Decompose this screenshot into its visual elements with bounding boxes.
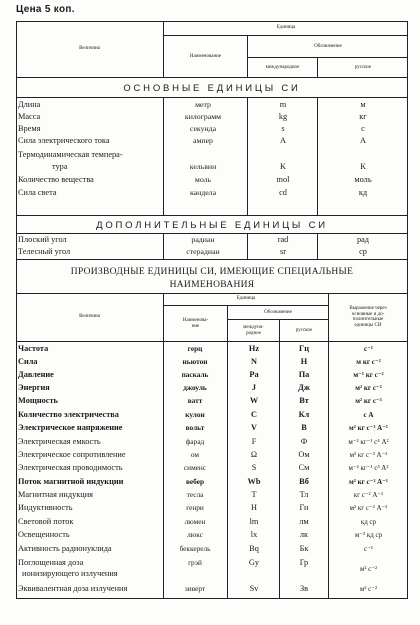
- unit-name: стерадиан: [186, 247, 220, 256]
- supplementary-row: [16, 246, 408, 258]
- base-row: [16, 135, 408, 147]
- derived-header-designation: Обозначение: [264, 309, 292, 315]
- rus-symbol: моль: [354, 175, 372, 184]
- header-quantity: Величина: [79, 46, 100, 52]
- rus-symbol: Ом: [298, 450, 310, 459]
- quantity-name: Телесный угол: [18, 247, 71, 256]
- unit-name: кандела: [189, 188, 217, 197]
- si-expression: м² с⁻²: [359, 565, 378, 573]
- rus-symbol: Па: [298, 370, 310, 379]
- quantity-name: Индуктивность: [18, 503, 73, 512]
- quantity-name: Световой поток: [18, 517, 74, 526]
- derived-row: [16, 422, 408, 434]
- quantity-name: ионизирующего излучения: [22, 569, 118, 578]
- quantity-name: Поглощенная доза: [18, 558, 84, 567]
- si-expression: м² кг с⁻² А⁻¹: [348, 478, 389, 486]
- int-symbol: Hz: [248, 344, 260, 353]
- derived-row: [16, 516, 408, 528]
- derived-row: [16, 356, 408, 368]
- int-symbol: J: [251, 383, 257, 392]
- quantity-name: Электрическое сопротивление: [18, 450, 126, 459]
- int-symbol: kg: [278, 112, 288, 121]
- derived-row: [16, 543, 408, 555]
- quantity-name: Поток магнитной индукции: [18, 477, 124, 486]
- derived-row: [16, 502, 408, 514]
- rus-symbol: Ф: [300, 437, 308, 446]
- derived-row: [16, 343, 408, 355]
- derived-row: [16, 476, 408, 488]
- unit-name: беккерель: [179, 544, 211, 553]
- quantity-name: Мощность: [18, 396, 58, 405]
- header-expr-line2: основные и до-: [351, 311, 385, 317]
- quantity-name: Сила света: [18, 188, 57, 197]
- header-name-line2: ние: [191, 323, 200, 329]
- si-expression: м⁻² кг⁻¹ с⁴ А²: [348, 438, 389, 446]
- derived-row: [16, 382, 408, 394]
- rus-symbol: А: [360, 136, 366, 145]
- quantity-name: Магнитная индукция: [18, 490, 93, 499]
- unit-name: джоуль: [183, 383, 207, 392]
- header-russian: русское: [354, 64, 372, 70]
- derived-row: [16, 449, 408, 461]
- derived-row: [16, 436, 408, 448]
- si-expression: м⁻² кд ср: [354, 531, 383, 539]
- int-symbol: F: [251, 437, 257, 446]
- quantity-name: Электрическое напряжение: [18, 423, 123, 432]
- unit-name: сименс: [183, 463, 207, 472]
- rus-symbol: См: [298, 463, 310, 472]
- si-expression: м² кг с⁻²: [355, 384, 382, 392]
- rus-symbol: Дж: [298, 383, 310, 392]
- header-name: Наименование: [189, 53, 222, 59]
- derived-row: [16, 568, 408, 580]
- quantity-name: Электрическая емкость: [18, 437, 101, 446]
- header-designation: Обозначение: [314, 43, 342, 49]
- derived-header-name: [164, 306, 227, 341]
- int-symbol: Gy: [248, 558, 260, 567]
- rus-symbol: ср: [359, 247, 367, 256]
- header-name-line1: Наименова-: [182, 318, 209, 323]
- rus-symbol: рад: [356, 235, 370, 244]
- unit-name: ньютон: [182, 357, 208, 366]
- int-symbol: Pa: [249, 370, 259, 379]
- derived-row: [16, 583, 408, 595]
- unit-name: люкс: [187, 530, 203, 539]
- unit-name: секунда: [189, 124, 217, 133]
- unit-name: радиан: [191, 235, 215, 244]
- int-symbol: K: [280, 162, 286, 171]
- unit-name: кулон: [185, 410, 205, 419]
- int-symbol: sr: [280, 247, 286, 256]
- quantity-name: Энергия: [18, 383, 50, 392]
- base-row: [16, 149, 408, 161]
- rus-symbol: В: [301, 423, 307, 432]
- int-symbol: Wb: [247, 477, 261, 486]
- header-int-line2: родное: [246, 330, 261, 336]
- unit-name: вольт: [185, 423, 205, 432]
- derived-row: [16, 489, 408, 501]
- unit-name: метр: [195, 100, 211, 109]
- si-expression: м⁻¹ кг с⁻²: [353, 371, 384, 379]
- unit-name: грэй: [188, 558, 202, 567]
- unit-name: ватт: [187, 396, 203, 405]
- base-row: [16, 161, 408, 173]
- rus-symbol: Вб: [299, 477, 309, 486]
- derived-row: [16, 409, 408, 421]
- int-symbol: W: [249, 396, 259, 405]
- si-expression: с⁻¹: [364, 345, 373, 353]
- si-expression: м кг с⁻²: [356, 358, 381, 366]
- rus-symbol: с: [361, 124, 365, 133]
- quantity-name: Длина: [18, 100, 41, 109]
- header-expr-line3: полнительные: [352, 317, 384, 322]
- quantity-name: Термодинамическая темпера-: [18, 150, 123, 159]
- int-symbol: s: [281, 124, 285, 133]
- header-expr-line1: Выражение через: [349, 306, 387, 311]
- quantity-name: Активность радионуклида: [18, 544, 112, 553]
- rus-symbol: лм: [299, 517, 309, 526]
- quantity-name: Количество вещества: [18, 175, 94, 184]
- unit-name: тесла: [186, 490, 204, 499]
- quantity-name: Давление: [18, 370, 54, 379]
- rus-symbol: Гн: [299, 503, 309, 512]
- quantity-name: Частота: [18, 344, 49, 353]
- rus-symbol: Кл: [298, 410, 310, 419]
- header-expr-line4: единицы СИ: [354, 322, 382, 328]
- int-symbol: rad: [277, 235, 289, 244]
- base-row: [16, 99, 408, 111]
- int-symbol: Bq: [249, 544, 259, 553]
- rus-symbol: лк: [299, 530, 309, 539]
- unit-name: генри: [186, 503, 204, 512]
- rus-symbol: кд: [358, 188, 368, 197]
- derived-header-unit: Единица: [236, 296, 256, 302]
- rus-symbol: К: [360, 162, 366, 171]
- derived-row: [16, 369, 408, 381]
- quantity-name: Количество электричества: [18, 410, 119, 419]
- quantity-name: Сила электрического тока: [18, 136, 110, 145]
- quantity-name: Масса: [18, 112, 41, 121]
- header-international: международное: [265, 64, 300, 70]
- si-expression: кд ср: [360, 518, 377, 526]
- int-symbol: Sv: [249, 584, 259, 593]
- unit-name: герц: [187, 344, 203, 353]
- unit-name: моль: [194, 175, 212, 184]
- rus-symbol: Гр: [299, 558, 309, 567]
- int-symbol: A: [280, 136, 286, 145]
- derived-title-line1: ПРОИЗВОДНЫЕ ЕДИНИЦЫ СИ, ИМЕЮЩИЕ СПЕЦИАЛЬНЫЕ: [70, 267, 354, 277]
- base-row: [16, 123, 408, 135]
- quantity-name: Освещенность: [18, 530, 70, 539]
- rus-symbol: Тл: [299, 490, 309, 499]
- quantity-name: Эквивалентная доза излучения: [18, 584, 128, 593]
- si-expression: м² кг с⁻³: [355, 397, 382, 405]
- unit-name: паскаль: [181, 370, 209, 379]
- unit-name: кельвин: [189, 162, 217, 171]
- derived-header-international: [228, 320, 279, 341]
- int-symbol: lx: [250, 530, 258, 539]
- derived-header-quantity: Величина: [79, 314, 100, 320]
- si-expression: м² кг с⁻² А⁻²: [349, 504, 388, 512]
- int-symbol: Ω: [250, 450, 258, 459]
- rus-symbol: м: [360, 100, 366, 109]
- derived-header-russian: русское: [295, 327, 313, 333]
- int-symbol: T: [251, 490, 257, 499]
- int-symbol: cd: [279, 188, 287, 197]
- header-int-line1: междуна-: [243, 325, 264, 330]
- int-symbol: H: [251, 503, 257, 512]
- base-units-title: ОСНОВНЫЕ ЕДИНИЦЫ СИ: [123, 83, 301, 94]
- derived-row: [16, 529, 408, 541]
- quantity-name: Электрическая проводимость: [18, 463, 123, 472]
- si-expression: с⁻¹: [364, 545, 373, 553]
- si-expression: кг с⁻² А⁻¹: [353, 491, 384, 499]
- int-symbol: m: [279, 100, 287, 109]
- int-symbol: S: [251, 463, 257, 472]
- unit-name: вебер: [185, 477, 205, 486]
- rus-symbol: кг: [359, 112, 367, 121]
- rus-symbol: Вт: [299, 396, 309, 405]
- quantity-name: тура: [52, 162, 68, 171]
- si-expression: м² кг с⁻³ А⁻¹: [348, 424, 389, 432]
- derived-title-line2: НАИМЕНОВАНИЯ: [169, 280, 255, 290]
- si-units-table: [16, 21, 408, 599]
- supplementary-row: [16, 234, 408, 246]
- si-expression: с А: [363, 411, 374, 419]
- unit-name: ампер: [193, 136, 213, 145]
- si-expression: м² с⁻²: [359, 585, 378, 593]
- derived-row: [16, 395, 408, 407]
- int-symbol: mol: [276, 175, 290, 184]
- rus-symbol: Бк: [299, 544, 309, 553]
- int-symbol: C: [251, 410, 257, 419]
- unit-name: ом: [190, 450, 200, 459]
- derived-row: [16, 462, 408, 474]
- unit-name: фарад: [185, 437, 205, 446]
- derived-header-expression: [329, 293, 407, 341]
- si-expression: м⁻² кг⁻¹ с³ А²: [348, 464, 389, 472]
- base-row: [16, 187, 408, 199]
- unit-name: килограмм: [184, 112, 222, 121]
- rus-symbol: Н: [300, 357, 308, 366]
- quantity-name: Время: [18, 124, 41, 133]
- rus-symbol: Зв: [299, 584, 309, 593]
- quantity-name: Плоский угол: [18, 235, 67, 244]
- quantity-name: Сила: [18, 357, 38, 366]
- int-symbol: N: [251, 357, 257, 366]
- unit-name: люмен: [184, 517, 206, 526]
- int-symbol: lm: [249, 517, 259, 526]
- supplementary-units-title: ДОПОЛНИТЕЛЬНЫЕ ЕДИНИЦЫ СИ: [96, 220, 328, 231]
- si-expression: м² кг с⁻³ А⁻²: [349, 451, 388, 459]
- int-symbol: V: [251, 423, 257, 432]
- base-row: [16, 111, 408, 123]
- header-unit: Единица: [276, 25, 296, 31]
- rus-symbol: Гц: [298, 344, 310, 353]
- derived-units-title: [16, 266, 408, 292]
- price-label: Цена 5 коп.: [16, 4, 75, 15]
- unit-name: зиверт: [184, 584, 206, 593]
- base-row: [16, 174, 408, 186]
